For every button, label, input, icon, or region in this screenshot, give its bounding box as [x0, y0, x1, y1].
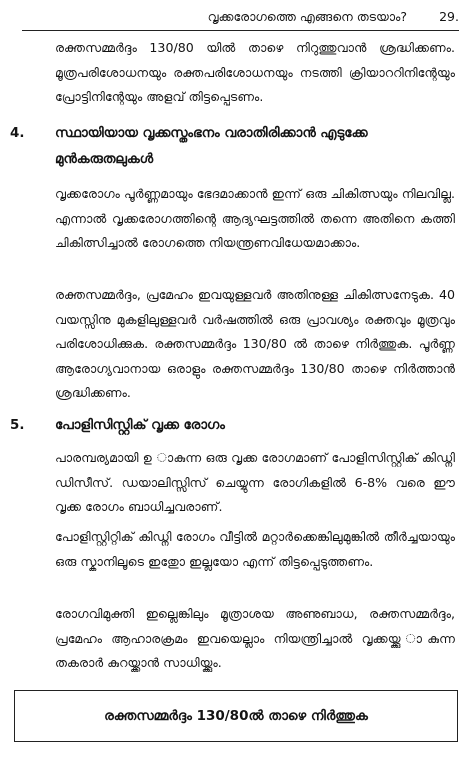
section-number: 5. [10, 418, 25, 433]
paragraph-management: രോഗവിമുക്തി ഇല്ലെങ്കിലും മൂത്രാശയ അണുബാധ, രക്തസമ്മർദ്ദം, പ്രമേഹം ആഹാരക്രമം ഇവയെല്ലാം നിയന്ത്രിച്ചാൽ വൃക്കയ്ക്കു ാകുന്ന തകരാർ കുറയ്ക്കാൻ സാധിയ്ക്കും. [55, 606, 455, 670]
section-title: സ്ഥായിയായ വൃക്കസ്തംഭനം വരാതിരിക്കാൻ എടുക്കേ മുൻകരുതലുകൾ [55, 126, 368, 167]
page-header [22, 6, 459, 31]
section-title: പോളിസിസ്റ്റിക് വൃക്ക രോഗം [55, 418, 225, 433]
callout-box [14, 690, 458, 742]
page-number: 29. [439, 9, 459, 24]
section-number: 4. [10, 126, 25, 141]
paragraph-pkd-scan: പോളിസ്റ്റിറ്റിക് കിഡ്നി രോഗം വീട്ടിൽ മറ്റാർക്കെങ്കിലുമുങ്കിൽ തീർച്ചയായും ഒരു സ്കാനിലൂടെ ഇതുാേ ഇല്ലയോ എന്ന് തിട്ടപ്പെടുത്തണം. [55, 529, 455, 569]
running-title: വൃക്കരോഗത്തെ എങ്ങനെ തടയാം? [207, 9, 407, 24]
paragraph-checkups: രക്തസമ്മർദ്ദം, പ്രമേഹം ഇവയുള്ളവർ അതിനുള്ള ചികിത്സനേടുക. 40 വയസ്സിനു മുകളിലുള്ളവർ വർഷത്തിൽ ഒരു പ്രാവശ്യം രക്തവും മൂത്രവും പരിശോധിക്കുക. രക്തസമ്മർദ്ദം 130/80 ൽ താഴെ നിർത്തുക. പൂർണ്ണ ആരോഗ്യവാനായ ഒരാളും രക്തസമ്മർദ്ദം 130/80 താഴെ നിർത്താൻ ശ്രദ്ധിക്കണം. [55, 287, 455, 400]
callout-text: രക്തസമ്മർദ്ദം 130/80ൽ താഴെ നിർത്തുക [104, 708, 368, 724]
paragraph-pkd-hereditary: പാരമ്പര്യമായി ഉ ാകുന്ന ഒരു വൃക്ക രോഗമാണ് പോളിസിസ്റ്റിക് കിഡ്നി ഡിസീസ്. ഡയാലിസ്സിസ് ചെയ്യുന്ന രോഗികളിൽ 6-8% വരെ ഈ വൃക്ക രോഗം ബാധിച്ചവരാണ്. [55, 450, 455, 514]
paragraph-bp-urine-test: രക്തസമ്മർദ്ദം 130/80 യിൽ താഴെ നിറുത്തുവാൻ ശ്രദ്ധിക്കണം. മൂത്രപരിശോധനയും രക്തപരിശോധനയും നടത്തി ക്രിയാററിനിന്റേയും പ്രോട്ടിനിന്റേയും അളവ് തിട്ടപ്പെടണം. [55, 40, 455, 104]
paragraph-no-cure: വൃക്കരോഗം പൂർണ്ണമായും ഭേദമാക്കാൻ ഇന്ന് ഒരു ചികിത്സയും നിലവില്ല. എന്നാൽ വൃക്കരോഗത്തിന്റെ ആദ്യഘട്ടത്തിൽ തന്നെ അതിനെ കത്തി ചികിത്സിച്ചാൽ രോഗത്തെ നിയന്ത്രണവിധേയമാക്കാം. [55, 186, 455, 250]
